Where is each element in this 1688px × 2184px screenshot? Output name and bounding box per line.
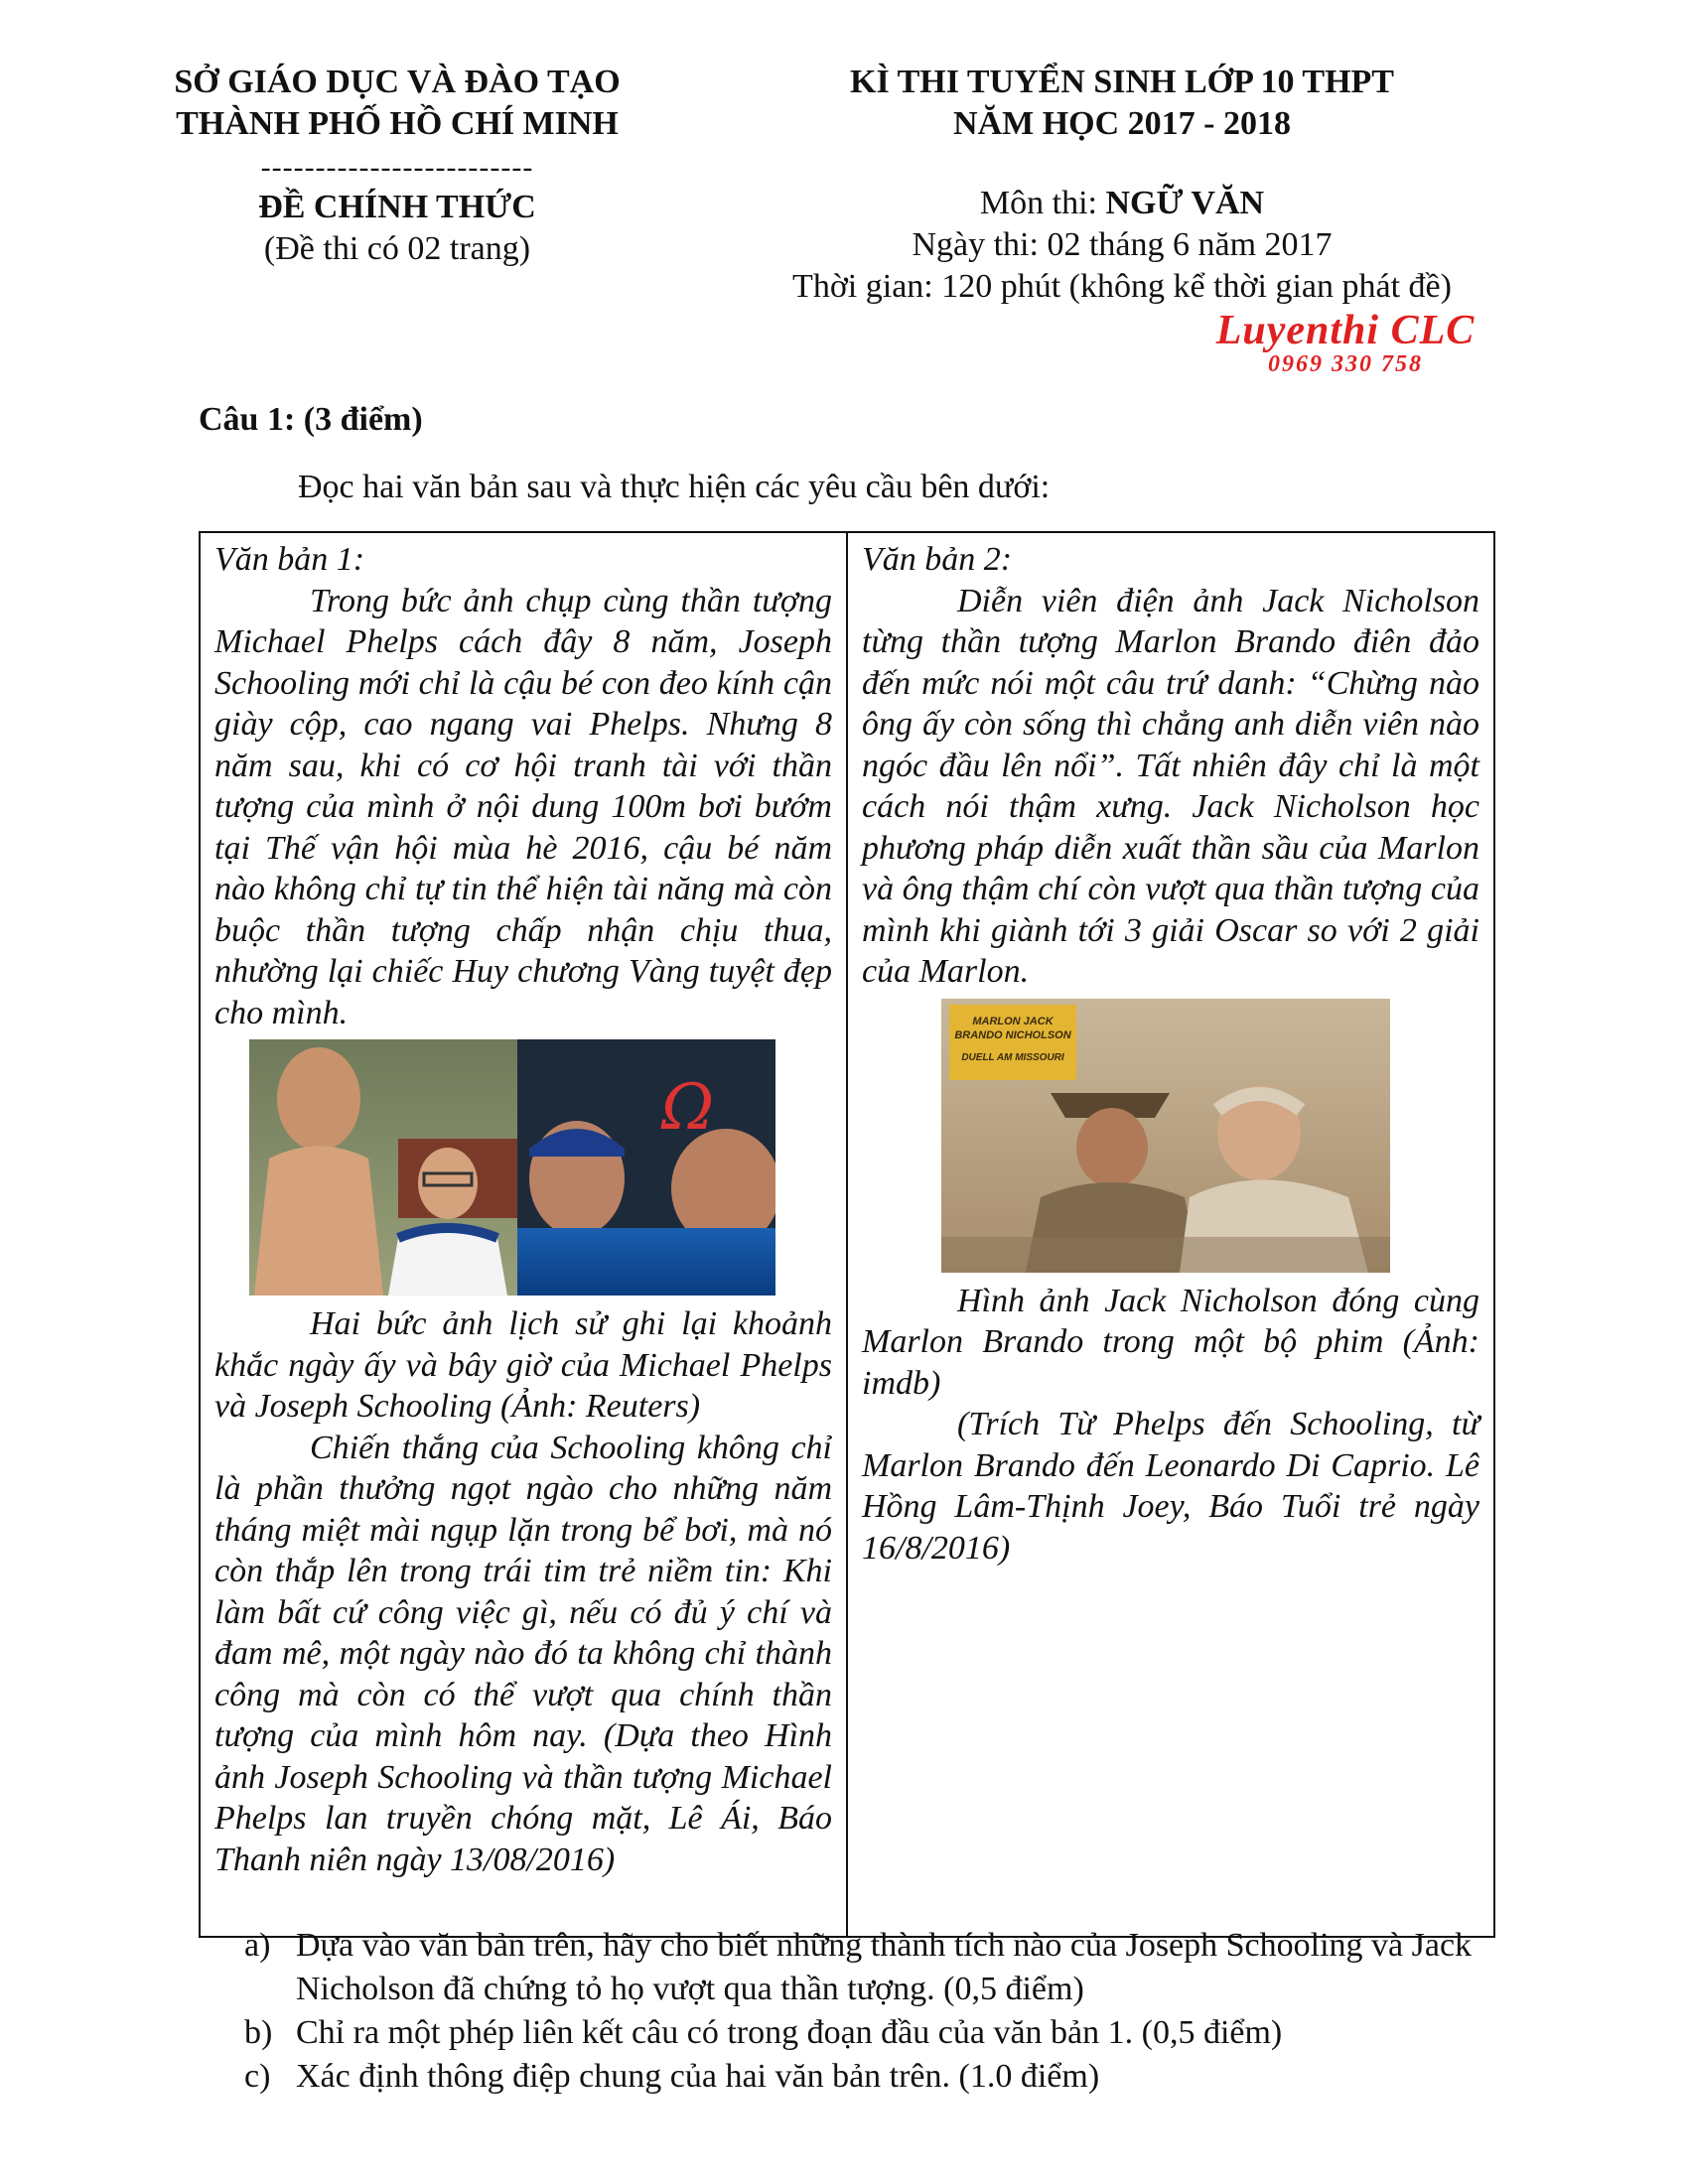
exam-duration: Thời gian: 120 phút (không kể thời gian phát đề) (792, 268, 1452, 305)
sub-question-text: Dựa vào văn bản trên, hãy cho biết những thành tích nào của Joseph Schooling và Jack Nicholson đã chứng tỏ họ vượt qua thần tượng. (0,5 điểm) (296, 1927, 1473, 2007)
poster-cast-line-1: MARLON JACK (972, 1015, 1054, 1027)
text-1-photo-caption: Hai bức ảnh lịch sử ghi lại khoảnh khắc ngày ấy và bây giờ của Michael Phelps và Joseph Schooling (Ảnh: Reuters) (214, 1305, 832, 1425)
sub-question-text: Chỉ ra một phép liên kết câu có trong đoạn đầu của văn bản 1. (0,5 điểm) (296, 2014, 1283, 2051)
nicholson-brando-poster (941, 999, 1390, 1273)
text-1-column (201, 533, 848, 1936)
text-2-paragraph-1: Diễn viên điện ảnh Jack Nicholson từng thần tượng Marlon Brando điên đảo đến mức nói một câu trứ danh: “Chừng nào ông ấy còn sống thì chẳng anh diễn viên nào ngóc đầu lên nổi”. Tất nhiên đây chỉ là một cách nói thậm xưng. Jack Nicholson học phương pháp diễn xuất thần sầu của Marlon và ông thậm chí còn vượt qua thần tượng của mình khi giành tới 3 giải Oscar so với 2 giải của Marlon. (862, 582, 1479, 990)
text-2-column (848, 533, 1493, 1936)
sub-question-text: Xác định thông điệp chung của hai văn bản trên. (1.0 điểm) (296, 2058, 1100, 2095)
exam-title: KÌ THI TUYỂN SINH LỚP 10 THPT (850, 64, 1394, 100)
question-1-title: Câu 1: (3 điểm) (199, 401, 423, 438)
svg-text:Ω: Ω (661, 1071, 715, 1145)
header-left (99, 62, 695, 270)
page-count-note: (Đề thi có 02 trang) (263, 230, 531, 267)
official-label: ĐỀ CHÍNH THỨC (258, 189, 536, 225)
watermark-name: Luyenthi CLC (1215, 308, 1476, 353)
phelps-schooling-photo-image (249, 1039, 775, 1296)
question-1-intro: Đọc hai văn bản sau và thực hiện các yêu cầu bên dưới: (298, 469, 1051, 505)
school-year: NĂM HỌC 2017 - 2018 (953, 105, 1291, 142)
sub-question-b (244, 2011, 1495, 2055)
sub-question-c (244, 2055, 1495, 2099)
exam-date: Ngày thi: 02 tháng 6 năm 2017 (912, 226, 1333, 263)
sub-question-letter: b) (244, 2014, 273, 2051)
text-1-paragraph-2: Chiến thắng của Schooling không chỉ là phần thưởng ngọt ngào cho những năm tháng miệt mài ngụp lặn trong bể bơi, mà nó còn thắp lên trong trái tim trẻ niềm tin: Khi làm bất cứ công việc gì, nếu có đủ ý chí và đam mê, một ngày nào đó ta không chỉ thành công mà còn có thể vượt qua chính thần tượng của mình hôm nay. (Dựa theo Hình ảnh Joseph Schooling và thần tượng Michael Phelps lan truyền chóng mặt, Lê Ái, Báo Thanh niên ngày 13/08/2016) (214, 1429, 832, 1878)
header-divider: ------------------------- (260, 151, 534, 184)
text-2-photo-caption: Hình ảnh Jack Nicholson đóng cùng Marlon Brando trong một bộ phim (Ảnh: imdb) (862, 1282, 1479, 1402)
phelps-schooling-photo (249, 1039, 775, 1296)
department-name: SỞ GIÁO DỤC VÀ ĐÀO TẠO (174, 64, 621, 100)
nicholson-brando-poster-image (941, 999, 1390, 1273)
text-2-source: (Trích Từ Phelps đến Schooling, từ Marlon Brando đến Leonardo Di Caprio. Lê Hồng Lâm-Thịnh Joey, Báo Tuổi trẻ ngày 16/8/2016) (862, 1406, 1479, 1567)
text-1-paragraph-1: Trong bức ảnh chụp cùng thần tượng Michael Phelps cách đây 8 năm, Joseph Schooling mới chỉ là cậu bé con đeo kính cận giày cộp, cao ngang vai Phelps. Nhưng 8 năm sau, khi có cơ hội tranh tài với thần tượng của mình ở nội dung 100m bơi bướm tại Thế vận hội mùa hè 2016, cậu bé năm nào không chỉ tự tin thể hiện tài năng mà còn buộc thần tượng chấp nhận chịu thua, nhường lại chiếc Huy chương Vàng tuyệt đẹp cho mình. (214, 582, 832, 1031)
reading-texts-table (199, 531, 1495, 1938)
subject-line (725, 183, 1519, 224)
sub-questions (244, 1924, 1495, 2099)
poster-film-title: DUELL AM MISSOURI (961, 1051, 1064, 1063)
text-2-label: Văn bản 2: (862, 541, 1013, 578)
watermark-phone: 0969 330 758 (1268, 351, 1423, 377)
sub-question-letter: c) (244, 2058, 271, 2095)
text-1-label: Văn bản 1: (214, 541, 365, 578)
city-name: THÀNH PHỐ HỒ CHÍ MINH (176, 105, 619, 142)
sub-question-letter: a) (244, 1927, 271, 1964)
subject-label: Môn thi: (979, 185, 1106, 221)
sub-question-a (244, 1924, 1495, 2011)
poster-cast-line-2: BRANDO NICHOLSON (954, 1028, 1071, 1041)
subject-name: NGỮ VĂN (1105, 185, 1265, 221)
header-right (725, 62, 1519, 308)
watermark-logo (1182, 310, 1509, 377)
